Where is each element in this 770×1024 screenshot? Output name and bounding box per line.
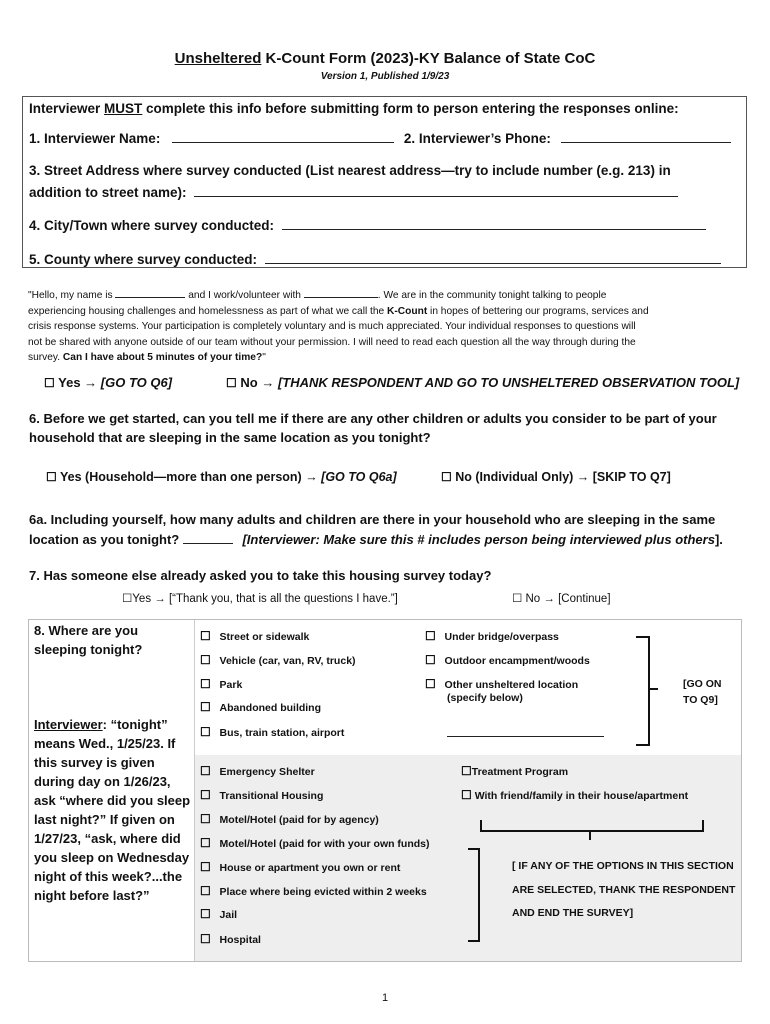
- option-treatment-program[interactable]: ☐Treatment Program: [461, 764, 569, 778]
- checkbox-icon[interactable]: ☐: [441, 470, 452, 484]
- checkbox-icon[interactable]: ☐: [425, 677, 436, 691]
- option-jail[interactable]: ☐ Jail: [200, 907, 238, 921]
- specify-below-note: (specify below): [447, 692, 523, 704]
- checkbox-icon[interactable]: ☐: [200, 653, 211, 667]
- option-motel-own-funds[interactable]: ☐ Motel/Hotel (paid for with your own funds): [200, 836, 430, 850]
- intro-script: "Hello, my name is and I work/volunteer with . We are in the community tonight talking to people experiencing housing challenges and homelessness as part of what we call the K-Count in hopes of bettering our programs, services and crisis response systems. Your participation is completely voluntary and is much appreciated. Your individual responses to questions will not be shared with anyone outside of our team without your permission. I will need to read each question all the way through during the survey. Can I have about 5 minutes of your time?": [28, 286, 740, 366]
- consent-no-option[interactable]: ☐ No → [THANK RESPONDENT AND GO TO UNSHELTERED OBSERVATION TOOL]: [226, 375, 740, 390]
- q7-yes-option[interactable]: ☐Yes → [“Thank you, that is all the questions I have.”]: [122, 593, 398, 605]
- option-other-unsheltered[interactable]: ☐ Other unsheltered location: [425, 677, 579, 691]
- consent-yes-option[interactable]: ☐ Yes → [GO TO Q6]: [44, 375, 173, 390]
- checkbox-icon[interactable]: ☐: [461, 764, 472, 778]
- checkbox-icon[interactable]: ☐: [200, 907, 211, 921]
- option-vehicle[interactable]: ☐ Vehicle (car, van, RV, truck): [200, 653, 356, 667]
- interviewer-instruction: Interviewer MUST complete this info before submitting form to person entering the responses online:: [29, 101, 679, 116]
- page-title: Unsheltered K-Count Form (2023)-KY Balance of State CoC: [174, 50, 596, 67]
- sheltered-side-bracket: [468, 848, 480, 942]
- checkbox-icon[interactable]: ☐: [226, 376, 237, 390]
- version-note: Version 1, Published 1/9/23: [320, 71, 450, 82]
- q6-no-option[interactable]: ☐ No (Individual Only) → [SKIP TO Q7]: [441, 470, 671, 484]
- option-under-bridge[interactable]: ☐ Under bridge/overpass: [425, 629, 559, 643]
- page-number: 1: [381, 992, 389, 1004]
- interviewer-info-box: [22, 96, 747, 268]
- go-on-q9-line2: TO Q9]: [683, 694, 718, 706]
- sheltered-top-bracket: [480, 820, 704, 832]
- city-label: 4. City/Town where survey conducted:: [29, 218, 275, 233]
- intro-name-blank[interactable]: [115, 286, 185, 298]
- interviewer-phone-field[interactable]: [561, 129, 731, 143]
- street-address-label-line2: addition to street name):: [29, 185, 187, 200]
- checkbox-icon[interactable]: ☐: [200, 700, 211, 714]
- checkbox-icon[interactable]: ☐: [200, 764, 211, 778]
- checkbox-icon[interactable]: ☐: [425, 629, 436, 643]
- option-house-apartment[interactable]: ☐ House or apartment you own or rent: [200, 860, 401, 874]
- option-outdoor-encampment[interactable]: ☐ Outdoor encampment/woods: [425, 653, 590, 667]
- street-address-field[interactable]: [194, 183, 678, 197]
- interviewer-name-label: 1. Interviewer Name:: [29, 131, 161, 146]
- checkbox-icon[interactable]: ☐: [200, 788, 211, 802]
- checkbox-icon[interactable]: ☐: [200, 677, 211, 691]
- option-transitional-housing[interactable]: ☐ Transitional Housing: [200, 788, 324, 802]
- city-field[interactable]: [282, 216, 706, 230]
- street-address-row: [29, 183, 678, 200]
- option-street-or-sidewalk[interactable]: ☐ Street or sidewalk: [200, 629, 310, 643]
- checkbox-icon[interactable]: ☐: [46, 470, 57, 484]
- end-survey-line3: AND END THE SURVEY]: [512, 907, 634, 919]
- checkbox-icon[interactable]: ☐: [200, 932, 211, 946]
- option-being-evicted[interactable]: ☐ Place where being evicted within 2 weeks: [200, 884, 427, 898]
- option-motel-agency[interactable]: ☐ Motel/Hotel (paid for by agency): [200, 812, 379, 826]
- q6-yes-option[interactable]: ☐ Yes (Household—more than one person) → [GO TO Q6a]: [46, 470, 397, 484]
- city-row: [29, 216, 706, 233]
- bracket-tick: [589, 830, 591, 840]
- county-label: 5. County where survey conducted:: [29, 252, 258, 267]
- street-address-label-line1: 3. Street Address where survey conducted (List nearest address—try to include number (e.g. 213) in: [29, 163, 671, 178]
- q7-question: 7. Has someone else already asked you to take this housing survey today?: [29, 568, 492, 583]
- option-friend-family[interactable]: ☐ With friend/family in their house/apartment: [461, 788, 689, 802]
- checkbox-icon[interactable]: ☐: [44, 376, 55, 390]
- q6a-question-line1: 6a. Including yourself, how many adults and children are there in your household who are sleeping in the same: [29, 512, 716, 527]
- go-on-q9-line1: [GO ON: [683, 678, 722, 690]
- bracket-tick: [648, 688, 658, 690]
- q8-question-cell: 8. Where are you sleeping tonight? Interviewer: “tonight” means Wed., 1/25/23. If this survey is given during day on 1/26/23, ask “where did you sleep last night?” If given on 1/27/23, “ask, where did you sleep on Wednesday night of this week?...the night before last?”: [34, 621, 194, 905]
- q6-question-line1: 6. Before we get started, can you tell me if there are any other children or adults you consider to be part of your: [29, 411, 717, 426]
- q6-question-line2: household that are sleeping in the same location as you tonight?: [29, 430, 431, 445]
- option-bus-train-airport[interactable]: ☐ Bus, train station, airport: [200, 725, 345, 739]
- end-survey-line2: ARE SELECTED, THANK THE RESPONDENT: [512, 884, 736, 896]
- option-park[interactable]: ☐ Park: [200, 677, 243, 691]
- end-survey-line1: [ IF ANY OF THE OPTIONS IN THIS SECTION: [512, 860, 734, 872]
- checkbox-icon[interactable]: ☐: [200, 629, 211, 643]
- option-hospital[interactable]: ☐ Hospital: [200, 932, 261, 946]
- interviewer-name-field[interactable]: [172, 129, 394, 143]
- interviewer-name-row: [29, 129, 731, 146]
- unsheltered-bracket: [636, 636, 650, 746]
- option-abandoned-building[interactable]: ☐ Abandoned building: [200, 700, 322, 714]
- checkbox-icon[interactable]: ☐: [200, 836, 211, 850]
- q6a-question-line2: location as you tonight? [Interviewer: Make sure this # includes person being interviewed plus others].: [29, 532, 723, 547]
- interviewer-phone-label: 2. Interviewer’s Phone:: [403, 131, 551, 146]
- checkbox-icon[interactable]: ☐: [200, 812, 211, 826]
- checkbox-icon[interactable]: ☐: [425, 653, 436, 667]
- county-field[interactable]: [265, 250, 721, 264]
- checkbox-icon[interactable]: ☐: [200, 725, 211, 739]
- other-location-field[interactable]: [447, 736, 604, 737]
- household-count-field[interactable]: [183, 530, 233, 544]
- q8-interviewer-note: Interviewer: “tonight” means Wed., 1/25/23. If this survey is given during day on 1/26/23, ask “where did you sleep last night?” If given on 1/27/23, “ask, where did you sleep on Wednesday night of this week?...the night before last?”: [34, 717, 191, 903]
- option-emergency-shelter[interactable]: ☐ Emergency Shelter: [200, 764, 315, 778]
- county-row: [29, 250, 721, 267]
- q8-column-divider: [194, 620, 195, 961]
- checkbox-icon[interactable]: ☐: [461, 788, 472, 802]
- checkbox-icon[interactable]: ☐: [200, 884, 211, 898]
- q7-no-option[interactable]: ☐ No → [Continue]: [512, 593, 611, 605]
- checkbox-icon[interactable]: ☐: [200, 860, 211, 874]
- intro-org-blank[interactable]: [304, 286, 378, 298]
